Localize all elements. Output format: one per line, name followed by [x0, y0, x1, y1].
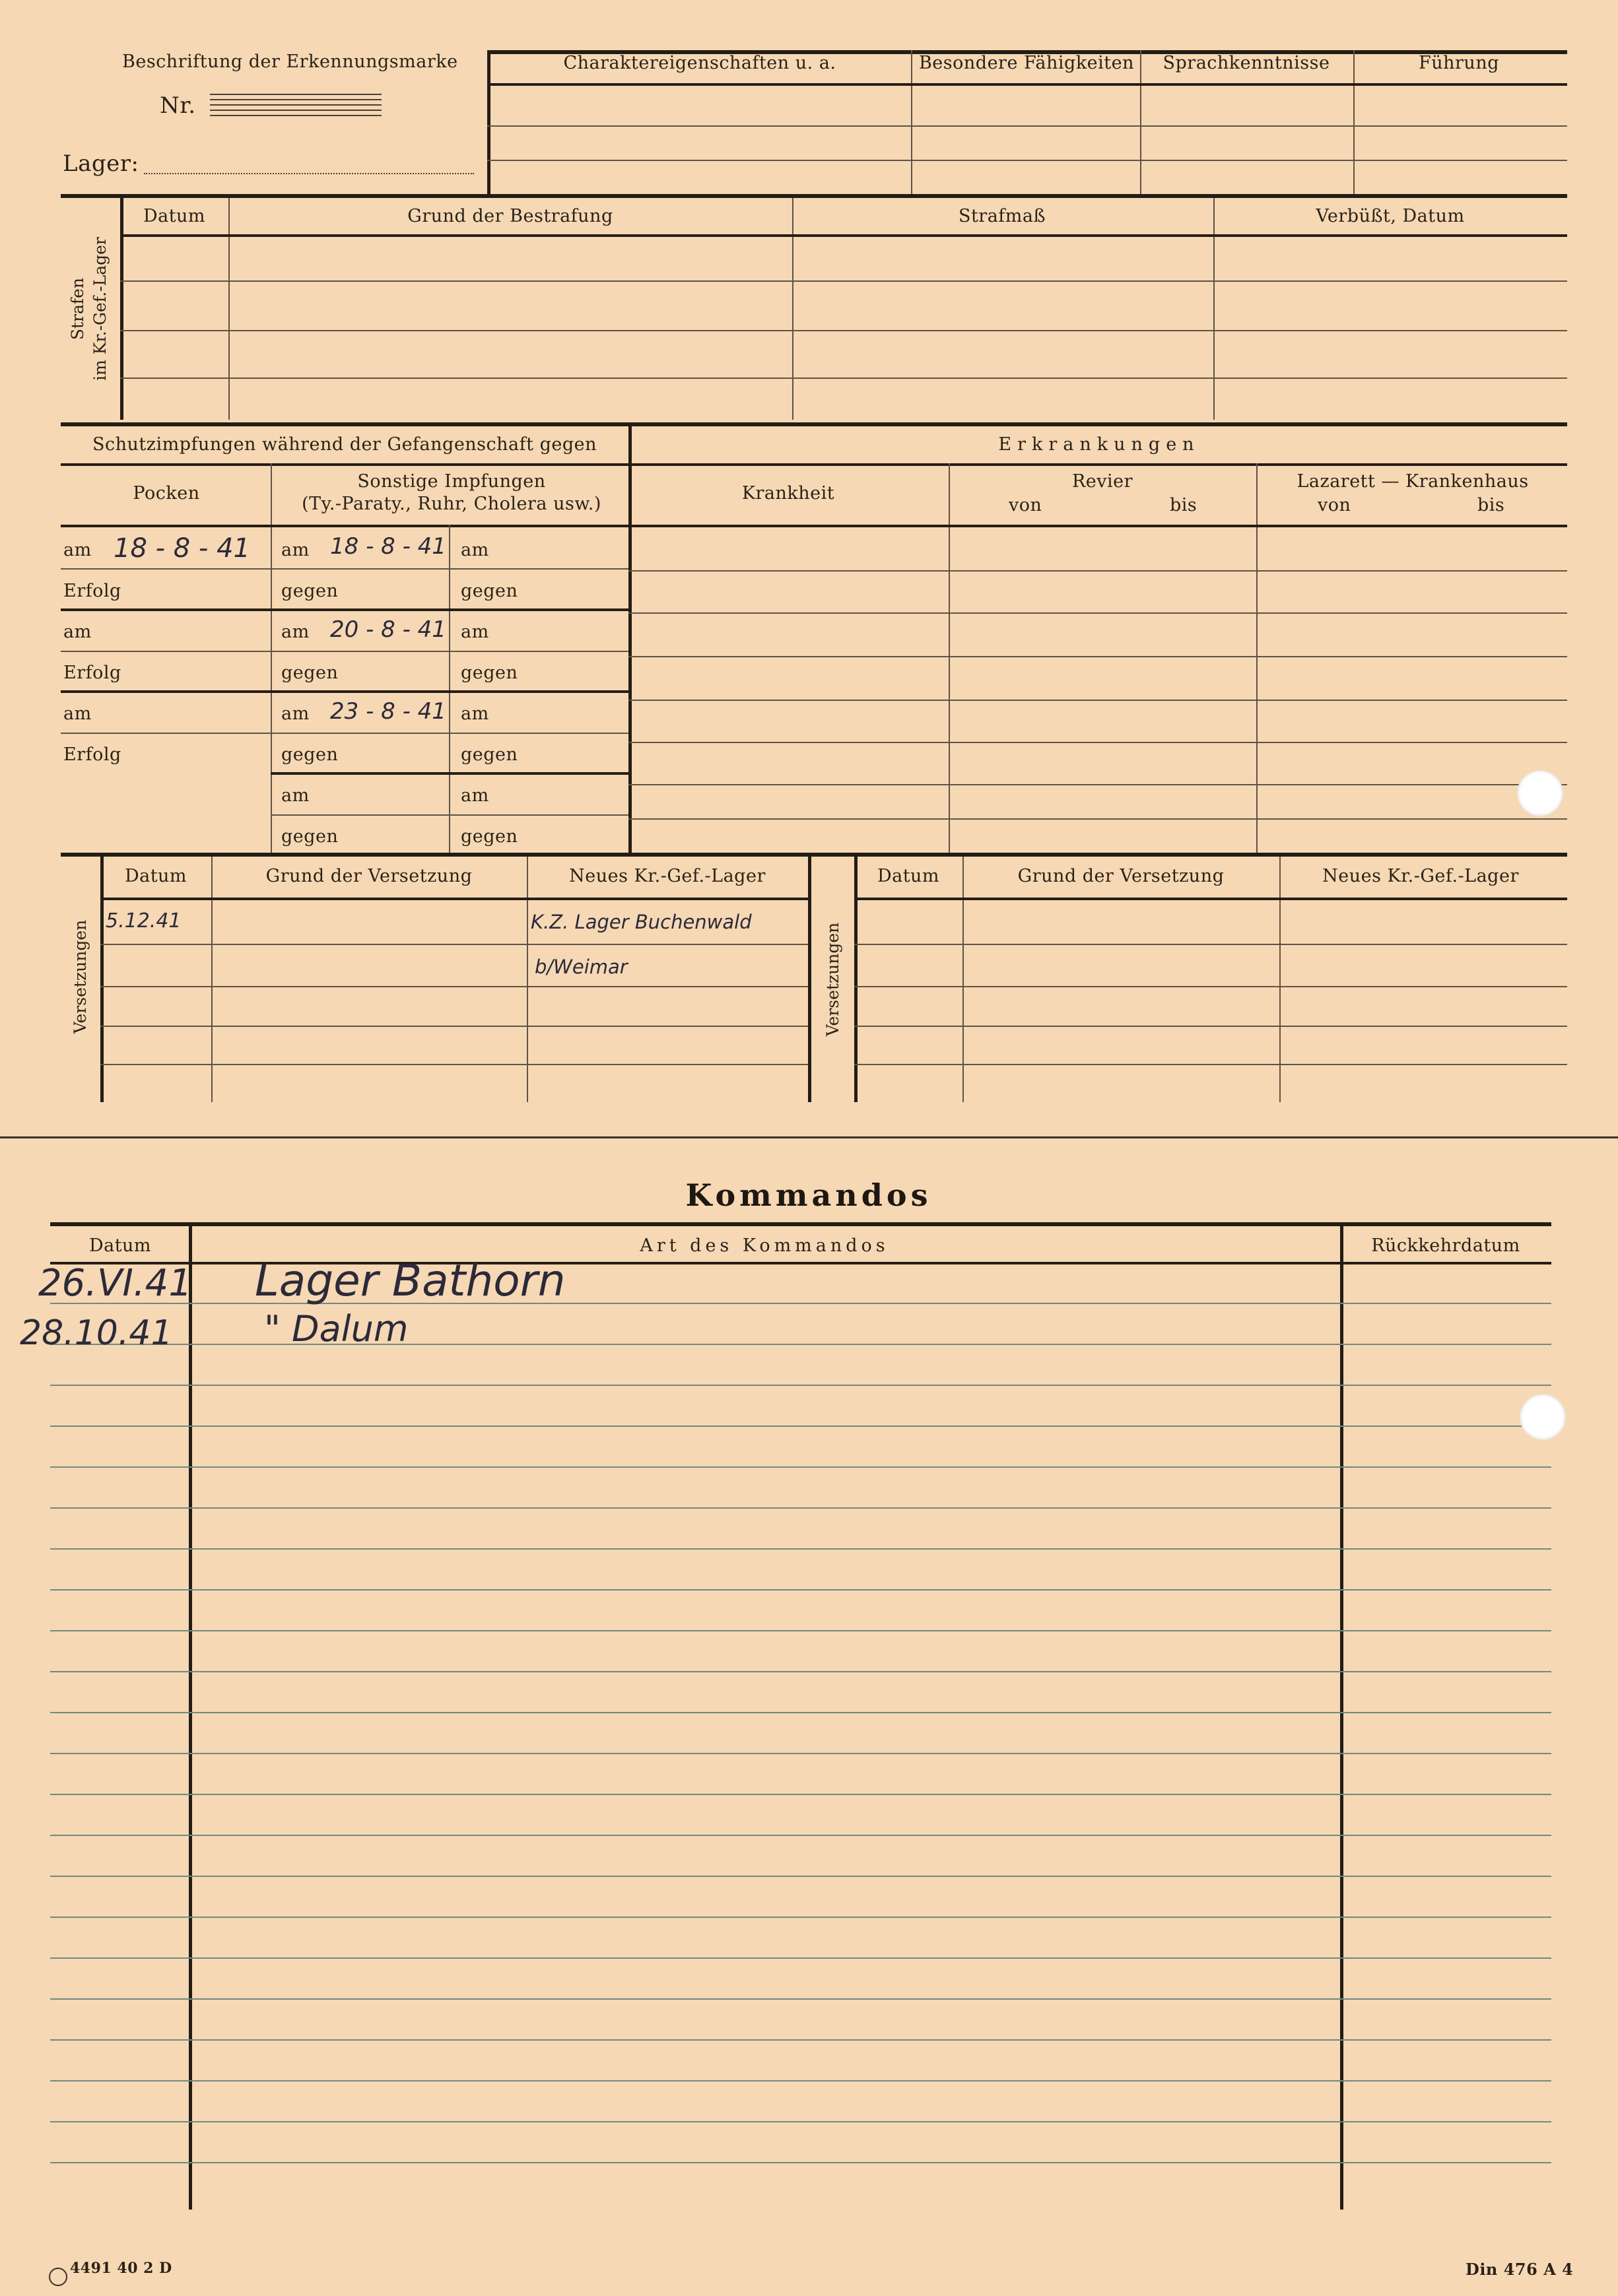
nr-field-lines [210, 94, 382, 117]
pocken-date-handwritten: 18 - 8 - 41 [114, 533, 250, 564]
lager-label: Lager: [63, 150, 139, 177]
pocken-am-2: am [63, 622, 92, 642]
sonstige-header: Sonstige Impfungen [357, 471, 546, 492]
sonstige-date-3-handwritten: 23 - 8 - 41 [330, 698, 446, 725]
strafen-header-strafmass: Strafmaß [958, 206, 1046, 226]
kommando-1-art: Lager Bathorn [255, 1255, 566, 1306]
revier-header: Revier [1071, 471, 1133, 492]
footer-din: Din 476 A 4 [1466, 2260, 1574, 2279]
versetzung-header-datum: Datum [124, 866, 187, 886]
versetzung2-header-datum: Datum [877, 866, 940, 886]
versetzung-header-lager: Neues Kr.-Gef.-Lager [569, 866, 766, 886]
versetzung-datum-handwritten: 5.12.41 [106, 909, 182, 933]
versetzungen-side-label-left: Versetzungen [71, 919, 90, 1034]
strafen-header-datum: Datum [143, 206, 206, 226]
sonstige2-gegen-4: gegen [461, 826, 518, 847]
sonstige-gegen-4: gegen [281, 826, 339, 847]
impfungen-title: Schutzimpfungen während der Gefangenschaft gegen [92, 434, 597, 455]
lager-field [144, 173, 474, 174]
header-besondere-faehigkeiten: Besondere Fähigkeiten [918, 53, 1135, 73]
sonstige2-gegen-3: gegen [461, 744, 518, 765]
pocken-erfolg-1: Erfolg [63, 581, 121, 601]
revier-von: von [1009, 495, 1042, 515]
header-fuehrung: Führung [1419, 53, 1499, 73]
sonstige-am-1: am [281, 540, 310, 560]
sonstige-gegen-2: gegen [281, 663, 339, 683]
kommandos-header-rueckkehr: Rückkehrdatum [1371, 1235, 1520, 1256]
versetzung2-header-lager: Neues Kr.-Gef.-Lager [1322, 866, 1519, 886]
kommando-2-datum: 28.10.41 [20, 1313, 173, 1353]
erkrankungen-title: Erkrankungen [998, 434, 1200, 455]
sonstige-date-1-handwritten: 18 - 8 - 41 [330, 533, 446, 560]
sonstige-am-2: am [281, 622, 310, 642]
kommando-1-datum: 26.VI.41 [38, 1262, 192, 1305]
sonstige-header-sub: (Ty.-Paraty., Ruhr, Cholera usw.) [302, 494, 601, 514]
nr-label: Nr. [160, 92, 196, 119]
sonstige2-gegen-1: gegen [461, 581, 518, 601]
sonstige-am-4: am [281, 785, 310, 806]
pocken-erfolg-3: Erfolg [63, 744, 121, 765]
sonstige2-gegen-2: gegen [461, 663, 518, 683]
punch-hole [1517, 770, 1563, 816]
header-charaktereigenschaften: Charaktereigenschaften u. a. [563, 53, 836, 73]
lazarett-header: Lazarett — Krankenhaus [1297, 471, 1529, 492]
kommandos-lines [50, 1262, 1551, 2206]
erkennungsmarke-label: Beschriftung der Erkennungsmarke [122, 51, 458, 72]
sonstige2-am-3: am [461, 704, 489, 724]
lazarett-von: von [1318, 495, 1351, 515]
sonstige-date-2-handwritten: 20 - 8 - 41 [330, 616, 446, 643]
strafen-header-verbuesst: Verbüßt, Datum [1316, 206, 1465, 226]
strafen-header-grund: Grund der Bestrafung [407, 206, 613, 226]
kommandos-header-art: Art des Kommandos [640, 1235, 889, 1256]
versetzung-header-grund: Grund der Versetzung [265, 866, 473, 886]
strafen-side-label: Strafen im Kr.-Gef.-Lager [68, 237, 110, 381]
footer-code: 4491 40 2 D [70, 2260, 172, 2277]
versetzung-lager-handwritten-2: b/Weimar [535, 956, 628, 978]
kommando-2-art: " Dalum [264, 1308, 409, 1350]
sonstige-gegen-3: gegen [281, 744, 339, 765]
sonstige-gegen-1: gegen [281, 581, 339, 601]
printer-mark-icon [49, 2268, 67, 2286]
versetzungen-side-label-right: Versetzungen [823, 922, 842, 1037]
versetzung2-header-grund: Grund der Versetzung [1017, 866, 1225, 886]
kommandos-header-datum: Datum [88, 1235, 152, 1256]
sonstige2-am-2: am [461, 622, 489, 642]
krankheit-header: Krankheit [741, 483, 835, 504]
fold-line [0, 1136, 1618, 1138]
sonstige-am-3: am [281, 704, 310, 724]
pocken-header: Pocken [133, 483, 200, 504]
revier-bis: bis [1170, 495, 1197, 515]
sonstige2-am-4: am [461, 785, 489, 806]
sonstige2-am-1: am [461, 540, 489, 560]
pocken-erfolg-2: Erfolg [63, 663, 121, 683]
pocken-am-1: am [63, 540, 92, 560]
lazarett-bis: bis [1477, 495, 1505, 515]
kommandos-title: Kommandos [685, 1177, 932, 1213]
versetzung-lager-handwritten: K.Z. Lager Buchenwald [531, 911, 752, 933]
header-sprachkenntnisse: Sprachkenntnisse [1163, 53, 1330, 73]
section-divider [61, 194, 1567, 198]
punch-hole [1520, 1394, 1566, 1440]
pocken-am-3: am [63, 704, 92, 724]
